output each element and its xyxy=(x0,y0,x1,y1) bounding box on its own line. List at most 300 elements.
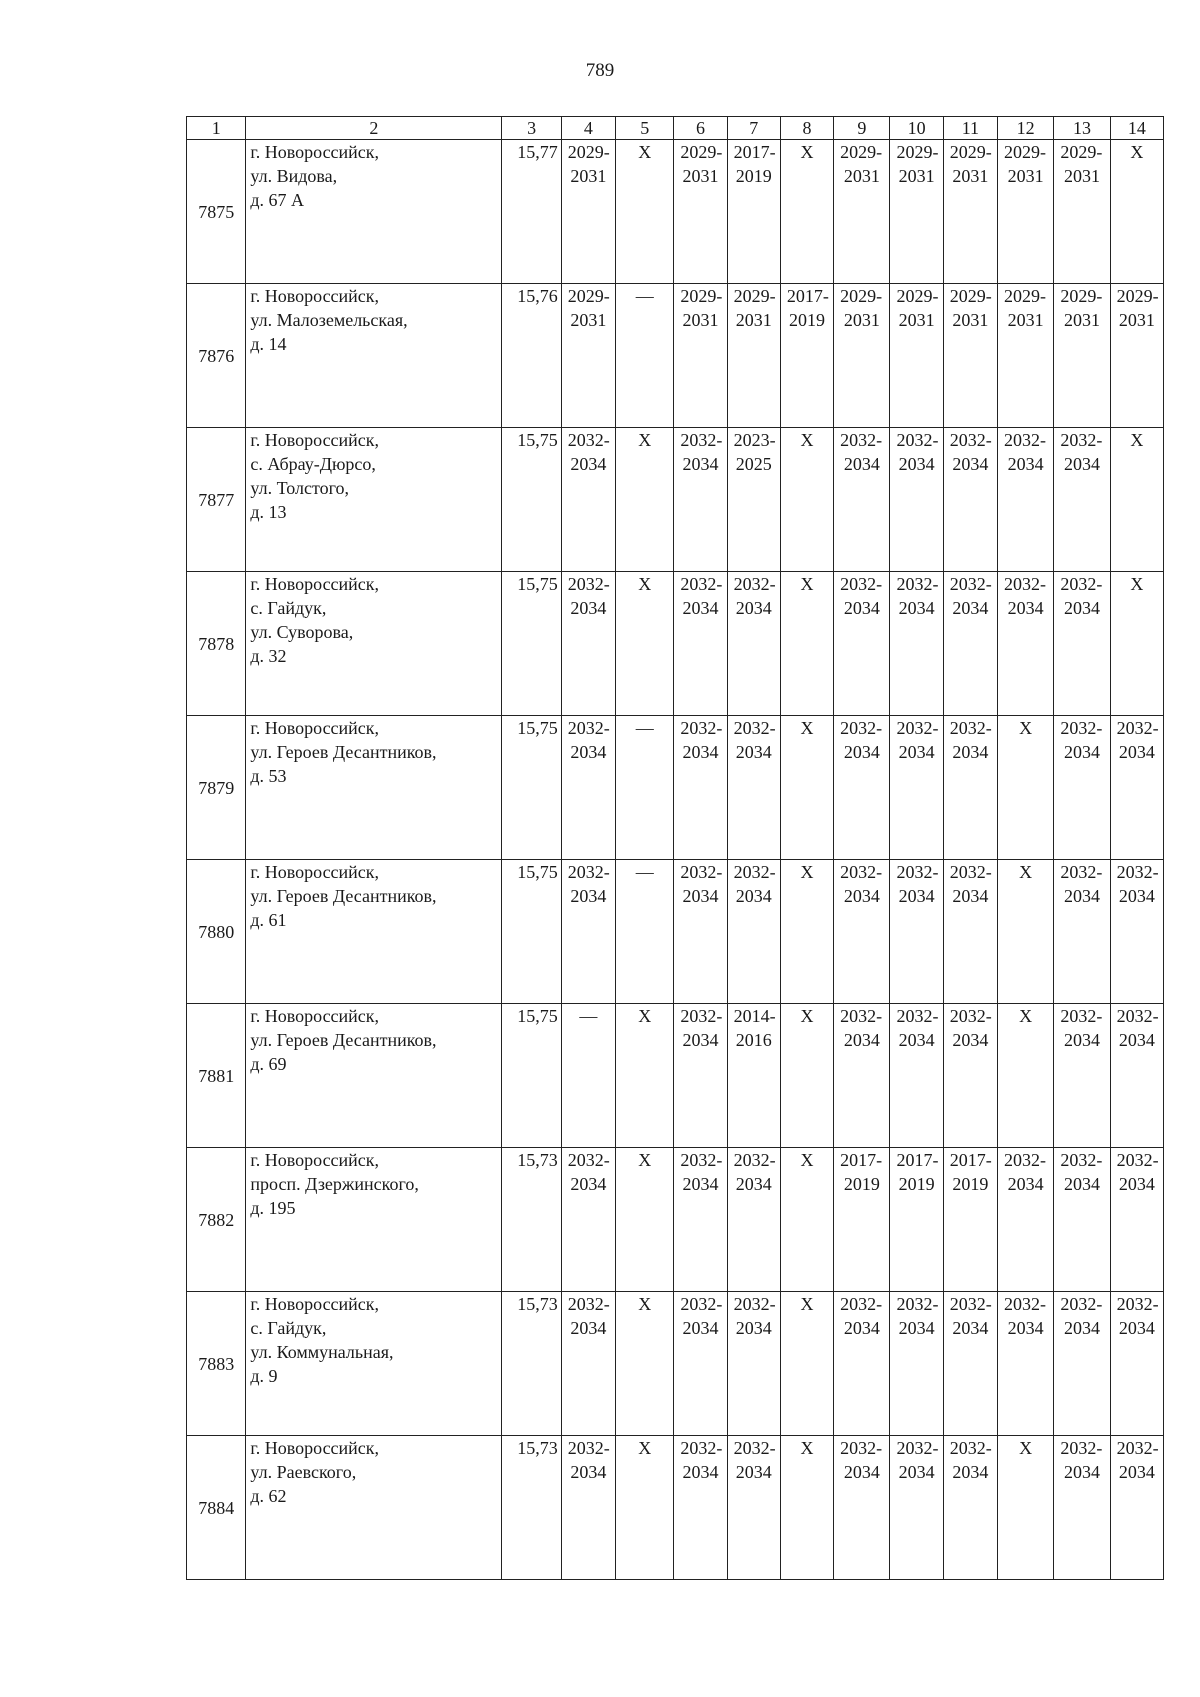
value-cell-col-6 xyxy=(674,860,727,1004)
cell-value: X xyxy=(638,430,652,450)
value-cell-col-13 xyxy=(1054,1004,1110,1148)
table-row xyxy=(187,1148,1164,1292)
cell-value: 2034 xyxy=(735,598,772,618)
value-cell-col-8 xyxy=(780,572,833,716)
value-cell-col-14 xyxy=(1110,1148,1163,1292)
address-line: д. 62 xyxy=(250,1486,287,1506)
cell-value: 2032- xyxy=(896,1438,939,1458)
cell-value: 2032- xyxy=(1060,1438,1103,1458)
cell-value: 2031 xyxy=(843,310,880,330)
value-cell-col-8 xyxy=(780,140,833,284)
value-cell-col-5 xyxy=(616,140,674,284)
value-cell-col-7 xyxy=(727,140,780,284)
value-cell-col-13 xyxy=(1054,860,1110,1004)
address-line: д. 9 xyxy=(250,1366,278,1386)
cell-value: 2032- xyxy=(1004,1294,1046,1314)
cell-value: 2032- xyxy=(896,430,939,450)
cell-value: 2031 xyxy=(682,310,719,330)
address-line: д. 14 xyxy=(250,334,287,354)
value-cell-col-14 xyxy=(1110,428,1163,572)
value-cell-col-9 xyxy=(834,716,890,860)
value-cell-col-5 xyxy=(616,284,674,428)
cell-value: 2017- xyxy=(840,1150,883,1170)
value-cell-col-10 xyxy=(890,140,943,284)
cell-value: 2034 xyxy=(682,454,719,474)
value-cell-col-7 xyxy=(727,1004,780,1148)
row-number: 7882 xyxy=(187,1148,246,1292)
cell-value: 2014- xyxy=(733,1006,776,1026)
cell-value: 2032- xyxy=(1116,862,1159,882)
cell-value: 2034 xyxy=(952,454,989,474)
cell-value: 2029- xyxy=(680,286,723,306)
value-cell-col-12 xyxy=(998,1148,1054,1292)
value-cell-col-10 xyxy=(890,284,943,428)
cell-value: 2032- xyxy=(840,1294,883,1314)
value-cell-col-9 xyxy=(834,284,890,428)
cell-value: 2032- xyxy=(949,862,992,882)
cell-value: 2029- xyxy=(1060,286,1103,306)
value-cell-col-11 xyxy=(943,1004,997,1148)
cell-value: 2031 xyxy=(1063,166,1100,186)
cell-value: 2034 xyxy=(952,742,989,762)
cell-value: 2032- xyxy=(567,574,610,594)
value-cell-col-11 xyxy=(943,1148,997,1292)
cell-value: 2032- xyxy=(896,1294,939,1314)
cell-value: 2032- xyxy=(896,862,939,882)
value-cell-col-9 xyxy=(834,1436,890,1580)
address-line: г. Новороссийск, xyxy=(250,286,380,306)
cell-value: 2034 xyxy=(735,1462,772,1482)
value-cell-col-7 xyxy=(727,284,780,428)
cell-value: 2019 xyxy=(898,1174,935,1194)
cell-value: 2032- xyxy=(1116,1150,1159,1170)
address-line: г. Новороссийск, xyxy=(250,1438,380,1458)
cell-value: X xyxy=(800,1150,814,1170)
cell-value: 2034 xyxy=(1063,742,1100,762)
cell-value: 2032- xyxy=(1060,1006,1103,1026)
value-cell-col-4 xyxy=(561,572,615,716)
cell-value: 2032- xyxy=(949,1294,992,1314)
value-cell-col-4 xyxy=(561,140,615,284)
address-line: г. Новороссийск, xyxy=(250,1150,380,1170)
address-line: ул. Коммунальная, xyxy=(250,1342,394,1362)
value-cell-col-7 xyxy=(727,1436,780,1580)
cell-value: 2034 xyxy=(952,1030,989,1050)
address-cell xyxy=(246,428,502,572)
value-cell-col-14 xyxy=(1110,1436,1163,1580)
cell-value: X xyxy=(1019,718,1033,738)
cell-value: — xyxy=(635,286,654,306)
cell-value: 2031 xyxy=(898,310,935,330)
cell-value: 2032- xyxy=(567,718,610,738)
value-cell-col-4 xyxy=(561,1292,615,1436)
address-line: г. Новороссийск, xyxy=(250,1006,380,1026)
cell-value: 2034 xyxy=(682,742,719,762)
value-cell-col-12 xyxy=(998,284,1054,428)
address-line: с. Абрау-Дюрсо, xyxy=(250,454,376,474)
value-cell-col-12 xyxy=(998,428,1054,572)
cell-value: 2034 xyxy=(952,886,989,906)
cell-value: 2032- xyxy=(567,1150,610,1170)
cell-value: 2034 xyxy=(843,886,880,906)
cell-value: 2034 xyxy=(898,742,935,762)
value-cell-col-7 xyxy=(727,1292,780,1436)
cell-value: — xyxy=(635,862,654,882)
cell-value: 2034 xyxy=(843,598,880,618)
cell-value: 2032- xyxy=(680,430,723,450)
value-cell-col-4 xyxy=(561,428,615,572)
cell-value: X xyxy=(800,142,814,162)
value-cell-col-11 xyxy=(943,716,997,860)
value-cell-col-6 xyxy=(674,1148,727,1292)
cell-value: 2032- xyxy=(733,574,776,594)
row-number: 7883 xyxy=(187,1292,246,1436)
cell-value: 2032- xyxy=(733,1294,776,1314)
area-cell: 15,76 xyxy=(502,284,561,428)
value-cell-col-4 xyxy=(561,1004,615,1148)
value-cell-col-5 xyxy=(616,1436,674,1580)
column-header-4: 4 xyxy=(561,117,615,140)
cell-value: 2031 xyxy=(1063,310,1100,330)
cell-value: 2029- xyxy=(567,286,610,306)
cell-value: 2016 xyxy=(735,1030,772,1050)
cell-value: 2032- xyxy=(567,430,610,450)
value-cell-col-10 xyxy=(890,428,943,572)
table-row xyxy=(187,572,1164,716)
cell-value: 2032- xyxy=(680,718,723,738)
cell-value: 2032- xyxy=(680,574,723,594)
cell-value: — xyxy=(579,1006,598,1026)
table-row xyxy=(187,284,1164,428)
address-line: д. 53 xyxy=(250,766,287,786)
cell-value: 2029- xyxy=(949,286,992,306)
cell-value: 2032- xyxy=(733,862,776,882)
value-cell-col-6 xyxy=(674,1292,727,1436)
address-line: ул. Суворова, xyxy=(250,622,354,642)
value-cell-col-6 xyxy=(674,716,727,860)
cell-value: 2034 xyxy=(570,1318,607,1338)
cell-value: 2031 xyxy=(1007,310,1044,330)
row-number: 7875 xyxy=(187,140,246,284)
value-cell-col-10 xyxy=(890,1004,943,1148)
table-row xyxy=(187,716,1164,860)
value-cell-col-10 xyxy=(890,1148,943,1292)
cell-value: 2032- xyxy=(567,1438,610,1458)
area-cell: 15,75 xyxy=(502,1004,561,1148)
address-line: с. Гайдук, xyxy=(250,598,327,618)
cell-value: 2034 xyxy=(1063,454,1100,474)
value-cell-col-14 xyxy=(1110,140,1163,284)
cell-value: 2019 xyxy=(843,1174,880,1194)
cell-value: 2032- xyxy=(949,1438,992,1458)
value-cell-col-4 xyxy=(561,716,615,860)
value-cell-col-8 xyxy=(780,1292,833,1436)
value-cell-col-5 xyxy=(616,716,674,860)
value-cell-col-4 xyxy=(561,1436,615,1580)
value-cell-col-12 xyxy=(998,860,1054,1004)
area-cell: 15,75 xyxy=(502,428,561,572)
value-cell-col-9 xyxy=(834,860,890,1004)
address-cell xyxy=(246,1292,502,1436)
value-cell-col-7 xyxy=(727,572,780,716)
row-number: 7878 xyxy=(187,572,246,716)
table-row xyxy=(187,1436,1164,1580)
address-cell xyxy=(246,716,502,860)
cell-value: 2032- xyxy=(1116,1006,1159,1026)
cell-value: 2032- xyxy=(680,1294,723,1314)
column-header-1: 1 xyxy=(187,117,246,140)
cell-value: 2034 xyxy=(898,1030,935,1050)
value-cell-col-13 xyxy=(1054,716,1110,860)
value-cell-col-8 xyxy=(780,284,833,428)
cell-value: 2032- xyxy=(1060,718,1103,738)
cell-value: X xyxy=(638,1006,652,1026)
value-cell-col-4 xyxy=(561,1148,615,1292)
value-cell-col-4 xyxy=(561,284,615,428)
value-cell-col-13 xyxy=(1054,140,1110,284)
cell-value: 2032- xyxy=(840,430,883,450)
cell-value: 2034 xyxy=(682,1030,719,1050)
value-cell-col-9 xyxy=(834,572,890,716)
cell-value: X xyxy=(638,142,652,162)
cell-value: 2034 xyxy=(1118,886,1155,906)
cell-value: 2032- xyxy=(733,718,776,738)
cell-value: 2032- xyxy=(1060,1294,1103,1314)
value-cell-col-10 xyxy=(890,860,943,1004)
cell-value: 2029- xyxy=(1060,142,1103,162)
area-cell: 15,73 xyxy=(502,1436,561,1580)
value-cell-col-11 xyxy=(943,1292,997,1436)
cell-value: 2034 xyxy=(1063,1462,1100,1482)
cell-value: 2032- xyxy=(680,862,723,882)
value-cell-col-11 xyxy=(943,140,997,284)
value-cell-col-5 xyxy=(616,428,674,572)
address-line: ул. Героев Десантников, xyxy=(250,886,437,906)
table-row xyxy=(187,1004,1164,1148)
column-header-13: 13 xyxy=(1054,117,1110,140)
table-row xyxy=(187,860,1164,1004)
value-cell-col-14 xyxy=(1110,716,1163,860)
cell-value: 2029- xyxy=(840,286,883,306)
cell-value: 2029- xyxy=(733,286,776,306)
value-cell-col-7 xyxy=(727,428,780,572)
cell-value: 2029- xyxy=(840,142,883,162)
address-line: г. Новороссийск, xyxy=(250,430,380,450)
cell-value: — xyxy=(635,718,654,738)
cell-value: 2034 xyxy=(735,742,772,762)
value-cell-col-10 xyxy=(890,716,943,860)
cell-value: 2034 xyxy=(682,886,719,906)
address-line: ул. Видова, xyxy=(250,166,338,186)
cell-value: 2032- xyxy=(567,862,610,882)
cell-value: 2032- xyxy=(680,1150,723,1170)
address-cell xyxy=(246,572,502,716)
value-cell-col-13 xyxy=(1054,284,1110,428)
cell-value: X xyxy=(800,1006,814,1026)
cell-value: X xyxy=(800,1438,814,1458)
cell-value: 2031 xyxy=(570,310,607,330)
cell-value: 2029- xyxy=(567,142,610,162)
value-cell-col-12 xyxy=(998,716,1054,860)
address-line: г. Новороссийск, xyxy=(250,862,380,882)
cell-value: 2032- xyxy=(896,574,939,594)
cell-value: 2034 xyxy=(570,742,607,762)
value-cell-col-11 xyxy=(943,1436,997,1580)
address-line: д. 69 xyxy=(250,1054,287,1074)
cell-value: 2034 xyxy=(952,1318,989,1338)
cell-value: X xyxy=(1130,142,1144,162)
value-cell-col-12 xyxy=(998,140,1054,284)
cell-value: 2029- xyxy=(680,142,723,162)
cell-value: 2034 xyxy=(682,1318,719,1338)
cell-value: 2029- xyxy=(896,142,939,162)
cell-value: 2032- xyxy=(896,1006,939,1026)
value-cell-col-9 xyxy=(834,428,890,572)
cell-value: 2034 xyxy=(1007,454,1044,474)
value-cell-col-14 xyxy=(1110,572,1163,716)
table-row xyxy=(187,140,1164,284)
value-cell-col-10 xyxy=(890,1292,943,1436)
cell-value: 2031 xyxy=(898,166,935,186)
cell-value: 2031 xyxy=(952,310,989,330)
cell-value: X xyxy=(1019,1006,1033,1026)
cell-value: X xyxy=(638,1150,652,1170)
address-line: ул. Героев Десантников, xyxy=(250,1030,437,1050)
cell-value: 2017- xyxy=(896,1150,939,1170)
header-row xyxy=(187,117,1164,140)
cell-value: 2019 xyxy=(952,1174,989,1194)
value-cell-col-6 xyxy=(674,140,727,284)
cell-value: X xyxy=(1019,1438,1033,1458)
cell-value: 2032- xyxy=(949,718,992,738)
value-cell-col-7 xyxy=(727,860,780,1004)
column-header-11: 11 xyxy=(943,117,997,140)
address-line: д. 61 xyxy=(250,910,287,930)
cell-value: X xyxy=(800,430,814,450)
cell-value: X xyxy=(1130,430,1144,450)
address-line: г. Новороссийск, xyxy=(250,1294,380,1314)
cell-value: 2032- xyxy=(1116,1438,1159,1458)
cell-value: 2034 xyxy=(843,742,880,762)
value-cell-col-5 xyxy=(616,1292,674,1436)
value-cell-col-9 xyxy=(834,1004,890,1148)
value-cell-col-11 xyxy=(943,284,997,428)
cell-value: 2034 xyxy=(570,1462,607,1482)
cell-value: 2017- xyxy=(949,1150,992,1170)
cell-value: 2034 xyxy=(898,1318,935,1338)
value-cell-col-9 xyxy=(834,1292,890,1436)
cell-value: 2025 xyxy=(735,454,772,474)
cell-value: 2034 xyxy=(1007,1318,1044,1338)
value-cell-col-9 xyxy=(834,140,890,284)
row-number: 7884 xyxy=(187,1436,246,1580)
cell-value: 2023- xyxy=(733,430,776,450)
cell-value: 2031 xyxy=(735,310,772,330)
address-line: с. Гайдук, xyxy=(250,1318,327,1338)
cell-value: 2034 xyxy=(843,1030,880,1050)
value-cell-col-14 xyxy=(1110,284,1163,428)
value-cell-col-7 xyxy=(727,1148,780,1292)
cell-value: 2031 xyxy=(843,166,880,186)
area-cell: 15,75 xyxy=(502,860,561,1004)
cell-value: 2034 xyxy=(570,1174,607,1194)
cell-value: 2034 xyxy=(735,886,772,906)
cell-value: 2032- xyxy=(1116,1294,1159,1314)
value-cell-col-12 xyxy=(998,1436,1054,1580)
cell-value: 2034 xyxy=(1118,1174,1155,1194)
column-header-14: 14 xyxy=(1110,117,1163,140)
address-line: д. 195 xyxy=(250,1198,296,1218)
cell-value: 2034 xyxy=(1063,1030,1100,1050)
value-cell-col-13 xyxy=(1054,1436,1110,1580)
cell-value: 2017- xyxy=(733,142,776,162)
cell-value: 2031 xyxy=(570,166,607,186)
value-cell-col-6 xyxy=(674,1436,727,1580)
row-number: 7876 xyxy=(187,284,246,428)
value-cell-col-4 xyxy=(561,860,615,1004)
column-header-3: 3 xyxy=(502,117,561,140)
cell-value: X xyxy=(1130,574,1144,594)
cell-value: 2034 xyxy=(1007,1174,1044,1194)
cell-value: 2034 xyxy=(682,598,719,618)
area-cell: 15,75 xyxy=(502,716,561,860)
cell-value: X xyxy=(800,718,814,738)
cell-value: 2032- xyxy=(733,1150,776,1170)
address-line: д. 67 А xyxy=(250,190,305,210)
cell-value: 2032- xyxy=(1004,1150,1046,1170)
address-cell xyxy=(246,1148,502,1292)
area-cell: 15,75 xyxy=(502,572,561,716)
cell-value: X xyxy=(800,574,814,594)
cell-value: 2034 xyxy=(570,598,607,618)
cell-value: 2029- xyxy=(1116,286,1159,306)
cell-value: X xyxy=(1019,862,1033,882)
cell-value: 2034 xyxy=(1118,1462,1155,1482)
value-cell-col-5 xyxy=(616,1148,674,1292)
value-cell-col-14 xyxy=(1110,1292,1163,1436)
cell-value: X xyxy=(800,862,814,882)
row-number: 7880 xyxy=(187,860,246,1004)
cell-value: 2034 xyxy=(570,454,607,474)
cell-value: 2034 xyxy=(1063,1318,1100,1338)
cell-value: 2034 xyxy=(843,454,880,474)
cell-value: 2029- xyxy=(1004,142,1046,162)
cell-value: 2032- xyxy=(840,862,883,882)
address-line: г. Новороссийск, xyxy=(250,718,380,738)
value-cell-col-12 xyxy=(998,1004,1054,1148)
address-line: ул. Героев Десантников, xyxy=(250,742,437,762)
cell-value: 2032- xyxy=(680,1006,723,1026)
page-number: 789 xyxy=(585,60,615,81)
address-cell xyxy=(246,860,502,1004)
cell-value: X xyxy=(638,1294,652,1314)
value-cell-col-11 xyxy=(943,572,997,716)
column-header-8: 8 xyxy=(780,117,833,140)
value-cell-col-12 xyxy=(998,1292,1054,1436)
row-number: 7877 xyxy=(187,428,246,572)
value-cell-col-6 xyxy=(674,1004,727,1148)
cell-value: 2032- xyxy=(840,574,883,594)
cell-value: 2017- xyxy=(786,286,829,306)
cell-value: 2034 xyxy=(735,1318,772,1338)
cell-value: 2032- xyxy=(949,1006,992,1026)
cell-value: 2032- xyxy=(1004,430,1046,450)
cell-value: 2029- xyxy=(949,142,992,162)
address-cell xyxy=(246,1004,502,1148)
cell-value: 2032- xyxy=(1116,718,1159,738)
address-line: ул. Толстого, xyxy=(250,478,350,498)
value-cell-col-5 xyxy=(616,1004,674,1148)
